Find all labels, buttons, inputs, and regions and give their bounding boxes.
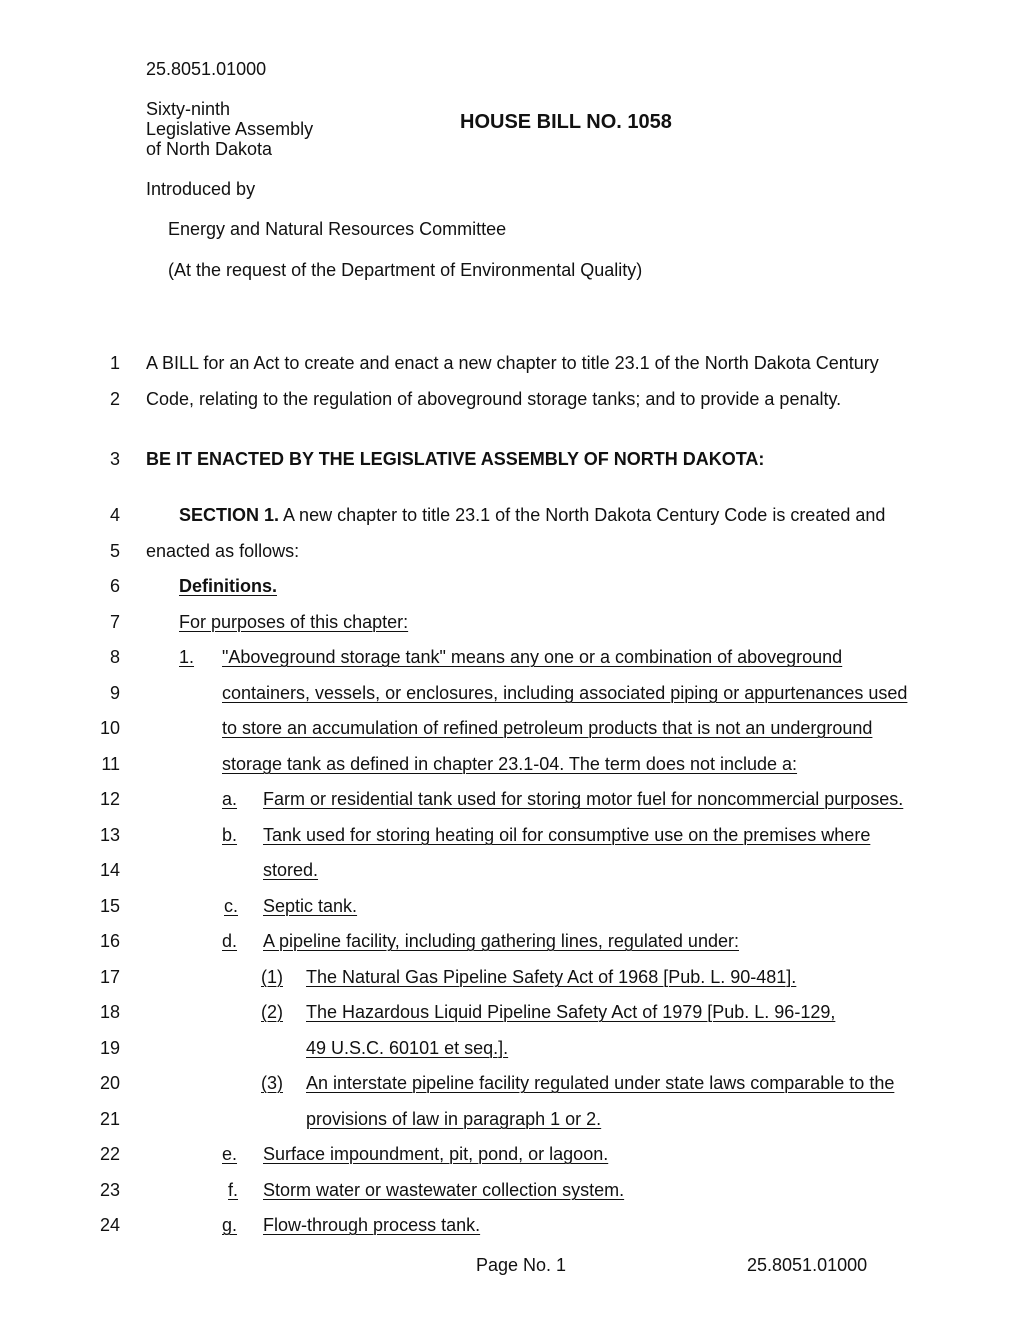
subsection-number: 1. — [179, 647, 195, 667]
bill-text-line: Code, relating to the regulation of aboveground storage tanks; and to provide a penalty. — [146, 389, 842, 409]
paragraph-number: (1) — [261, 967, 283, 987]
item-letter: f. — [228, 1180, 239, 1200]
line-number: 7 — [109, 612, 120, 632]
line-number: 12 — [99, 789, 120, 809]
line-number: 6 — [109, 576, 120, 596]
bill-text-line: A pipeline facility, including gathering lines, regulated under: — [263, 931, 739, 951]
assembly-line-2: Legislative Assembly — [146, 119, 314, 139]
item-letter: e. — [222, 1144, 238, 1164]
line-number: 2 — [109, 389, 120, 409]
item-letter: g. — [222, 1215, 238, 1235]
item-letter: a. — [222, 789, 238, 809]
bill-title: HOUSE BILL NO. 1058 — [460, 111, 672, 133]
bill-text-line: provisions of law in paragraph 1 or 2. — [306, 1109, 602, 1129]
line-number: 19 — [99, 1038, 120, 1058]
line-number: 21 — [99, 1109, 120, 1129]
section-1-heading: SECTION 1. — [179, 505, 280, 525]
enacting-clause: BE IT ENACTED BY THE LEGISLATIVE ASSEMBLY OF NORTH DAKOTA: — [146, 449, 765, 469]
line-number: 16 — [99, 931, 120, 951]
footer-document-id: 25.8051.01000 — [747, 1255, 868, 1275]
bill-text-line: Tank used for storing heating oil for consumptive use on the premises where — [263, 825, 871, 845]
bill-text-line: 49 U.S.C. 60101 et seq.]. — [306, 1038, 509, 1058]
line-number: 11 — [101, 754, 120, 774]
line-number: 23 — [99, 1180, 120, 1200]
bill-text-line: "Aboveground storage tank" means any one or a combination of aboveground — [222, 647, 843, 667]
bill-text-line: An interstate pipeline facility regulated under state laws comparable to the — [306, 1073, 895, 1093]
page-number: Page No. 1 — [476, 1255, 567, 1275]
section-1-text: A new chapter to title 23.1 of the North Dakota Century Code is created and — [279, 505, 886, 525]
bill-text-line: to store an accumulation of refined petroleum products that is not an underground — [222, 718, 873, 738]
bill-text-line: Storm water or wastewater collection system. — [263, 1180, 625, 1200]
line-number: 15 — [99, 896, 120, 916]
committee-name: Energy and Natural Resources Committee — [168, 219, 507, 239]
line-number: 5 — [109, 541, 120, 561]
item-letter: b. — [222, 825, 238, 845]
line-number: 14 — [99, 860, 120, 880]
line-number: 9 — [109, 683, 120, 703]
bill-text-line: containers, vessels, or enclosures, including associated piping or appurtenances used — [222, 683, 908, 703]
item-letter: c. — [224, 896, 239, 916]
line-number: 3 — [109, 449, 120, 469]
section-1-intro — [179, 506, 885, 524]
line-number: 22 — [99, 1144, 120, 1164]
bill-text-line: Flow-through process tank. — [263, 1215, 481, 1235]
bill-text-line: enacted as follows: — [146, 541, 300, 561]
paragraph-number: (2) — [261, 1002, 283, 1022]
line-number: 1 — [109, 353, 120, 373]
assembly-line-1: Sixty-ninth — [146, 99, 231, 119]
line-number: 4 — [109, 505, 120, 525]
line-number: 20 — [99, 1073, 120, 1093]
item-letter: d. — [222, 931, 238, 951]
bill-text-line: stored. — [263, 860, 319, 880]
line-number: 17 — [99, 967, 120, 987]
bill-text-line: The Hazardous Liquid Pipeline Safety Act of 1979 [Pub. L. 96-129, — [306, 1002, 836, 1022]
bill-text-line: Septic tank. — [263, 896, 358, 916]
line-number: 10 — [99, 718, 120, 738]
bill-text-line: For purposes of this chapter: — [179, 612, 409, 632]
paragraph-number: (3) — [261, 1073, 283, 1093]
bill-text-line: Surface impoundment, pit, pond, or lagoon. — [263, 1144, 609, 1164]
introduced-by: Introduced by — [146, 179, 256, 199]
line-number: 8 — [109, 647, 120, 667]
assembly-line-3: of North Dakota — [146, 139, 273, 159]
bill-text-line: storage tank as defined in chapter 23.1-04. The term does not include a: — [222, 754, 798, 774]
bill-text-line: A BILL for an Act to create and enact a new chapter to title 23.1 of the North Dakota Century — [146, 353, 879, 373]
document-id: 25.8051.01000 — [146, 59, 267, 79]
definitions-heading: Definitions. — [179, 576, 277, 596]
line-number: 24 — [99, 1215, 120, 1235]
request-note: (At the request of the Department of Environmental Quality) — [168, 260, 643, 280]
bill-text-line: The Natural Gas Pipeline Safety Act of 1968 [Pub. L. 90-481]. — [306, 967, 797, 987]
bill-text-line: Farm or residential tank used for storing motor fuel for noncommercial purposes. — [263, 789, 904, 809]
line-number: 18 — [99, 1002, 120, 1022]
line-number: 13 — [99, 825, 120, 845]
